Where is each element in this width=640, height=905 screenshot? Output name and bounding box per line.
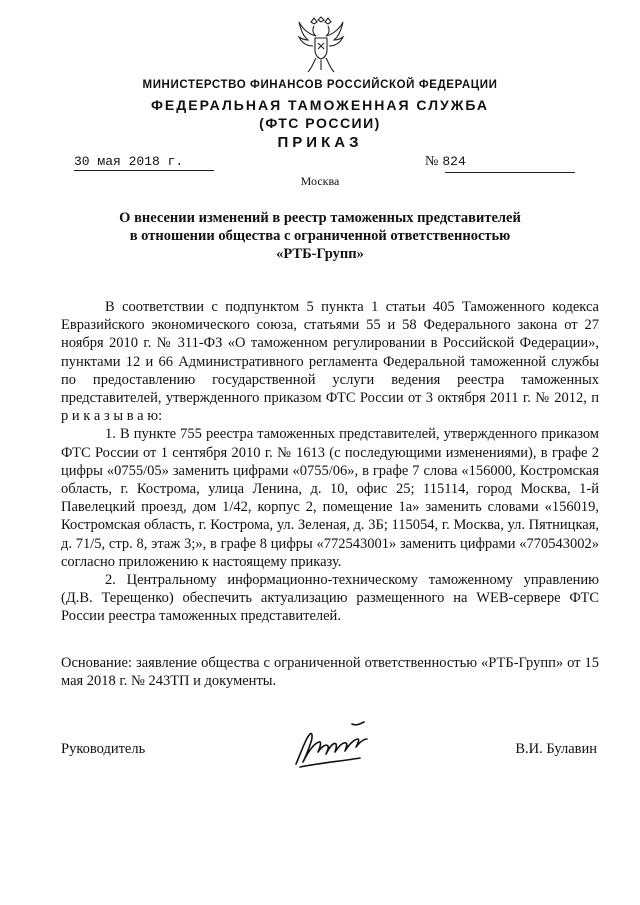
ministry-heading: МИНИСТЕРСТВО ФИНАНСОВ РОССИЙСКОЙ ФЕДЕРАЦИИ [142,79,498,91]
city-label: Москва [300,174,340,188]
document-type-heading: ПРИКАЗ [277,134,363,151]
signatory-name: В.И. Булавин [515,741,597,757]
service-abbreviation: (ФТС РОССИИ) [259,115,381,131]
order-item-2: 2. Центральному информационно-техническому таможенному управлению (Д.В. Терещенко) обеспечить актуализацию размещенного на WEB-сервере ФТС России реестра таможенных представителей. [61,572,599,625]
order-title [60,209,580,263]
coat-of-arms-emblem [296,16,346,76]
signatory-role: Руководитель [61,741,146,757]
handwritten-signature [292,720,397,772]
order-number-value: 824 [442,154,466,169]
basis-section [61,654,599,690]
order-date: 30 мая 2018 г. [74,154,214,171]
service-heading: ФЕДЕРАЛЬНАЯ ТАМОЖЕННАЯ СЛУЖБА [150,97,490,113]
preamble-paragraph: В соответствии с подпунктом 5 пункта 1 статьи 405 Таможенного кодекса Евразийского экономического союза, статьями 55 и 58 Федерального закона от 27 ноября 2010 г. № 311-ФЗ «О таможенном регулировании в Российской Федерации», пунктами 12 и 66 Административного регламента Федеральной таможенной службы по предоставлению государственной услуги ведения реестра таможенных представителей, утвержденного приказом ФТС России от 3 октября 2011 г. № 2012, п р и к а з ы в а ю: [61,299,599,425]
title-line: О внесении изменений в реестр таможенных представителей [119,210,521,226]
title-line: в отношении общества с ограниченной ответственностью [129,228,511,244]
number-underline [445,172,575,173]
basis-paragraph: Основание: заявление общества с ограниченной ответственностью «РТБ-Групп» от 15 мая 2018 г. № 243ТП и документы. [61,655,599,690]
order-number [425,154,575,170]
order-item-1: 1. В пункте 755 реестра таможенных представителей, утвержденного приказом ФТС России от 1 сентября 2010 г. № 1613 (с последующими изменениями), в графе 2 цифры «0755/05» заменить цифрами «0755/06», в графе 7 слова «156000, Костромская область, г. Кострома, улица Ленина, д. 10, офис 25; 115114, город Москва, 1-й Павелецкий проезд, дом 1/42, корпус 2, помещение 1а» заменить словами «156019, Костромская область, г. Кострома, ул. Зеленая, д. 3Б; 115054, г. Москва, ул. Пятницкая, д. 71/5, стр. 8, этаж 3;», в графе 8 цифры «772543001» заменить цифрами «770543002» согласно приложению к настоящему приказу. [61,426,599,570]
number-sign: № [425,154,439,169]
order-body [61,298,599,626]
title-line: «РТБ-Групп» [276,246,364,262]
